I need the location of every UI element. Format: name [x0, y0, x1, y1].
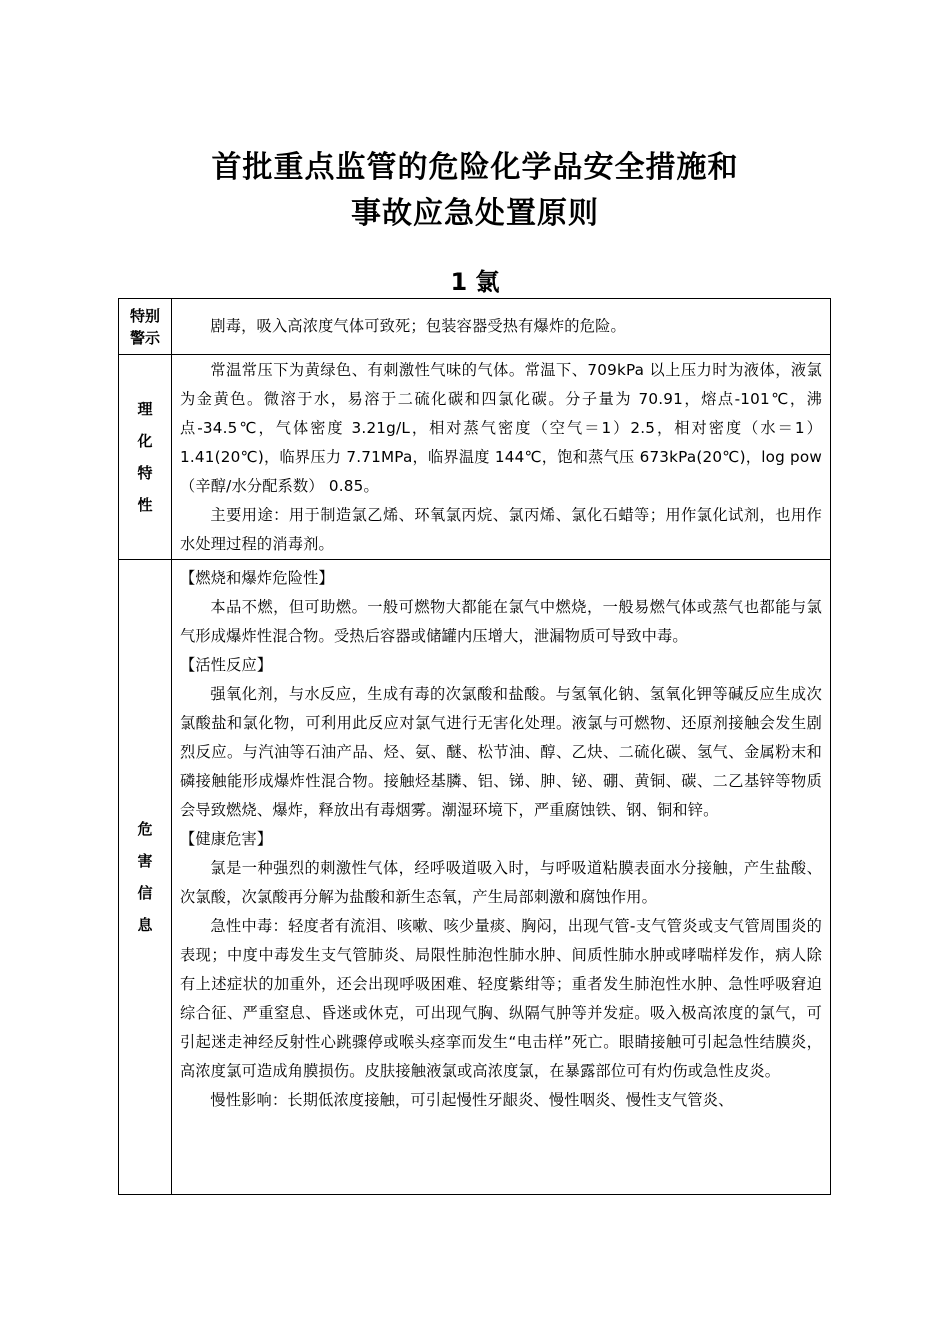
- section-heading-fire-explosion: 【燃烧和爆炸危险性】: [180, 569, 334, 587]
- acute-poisoning-paragraph: 急性中毒：轻度者有流泪、咳嗽、咳少量痰、胸闷，出现气管-支气管炎或支气管周围炎的表现；中度中毒发生支气管肺炎、局限性肺泡性肺水肿、间质性肺水肿或哮喘样发作，病人除有上述症状的加重外，还会出现呼吸困难、轻度紫绀等；重者发生肺泡性水肿、急性呼吸窘迫综合征、严重窒息、昏迷或休克，可出现气胸、纵隔气肿等并发症。吸入极高浓度的氯气，可引起迷走神经反射性心跳骤停或喉头痉挛而发生“电击样”死亡。眼睛接触可引起急性结膜炎，高浓度氯可造成角膜损伤。皮肤接触液氯或高浓度氯，在暴露部位可有灼伤或急性皮炎。: [180, 917, 822, 1080]
- row-header-line: 特别: [129, 306, 160, 325]
- row-header-special-warning: [119, 299, 172, 355]
- hazard-content: [172, 560, 831, 1195]
- row-header-char: 信: [137, 884, 153, 902]
- row-header-char: 害: [137, 852, 153, 870]
- properties-paragraph: 常温常压下为黄绿色、有刺激性气味的气体。常温下、709kPa 以上压力时为液体，液氯为金黄色。微溶于水，易溶于二硫化碳和四氯化碳。分子量为 70.91，熔点-101℃，沸点-34.5℃，气体密度 3.21g/L，相对蒸气密度（空气＝1）2.5，相对密度（水＝1）1.41(20℃)，临界压力 7.71MPa，临界温度 144℃，饱和蒸气压 673kPa(20℃)，log pow（辛醇/水分配系数） 0.85。: [180, 360, 822, 495]
- row-header-char: 理: [137, 400, 153, 418]
- row-header-hazard: [119, 560, 172, 1195]
- row-header-char: 化: [137, 432, 153, 450]
- table-row-hazard-information: [119, 560, 831, 1195]
- health-hazard-paragraph: 氯是一种强烈的刺激性气体，经呼吸道吸入时，与呼吸道粘膜表面水分接触，产生盐酸、次氯酸，次氯酸再分解为盐酸和新生态氧，产生局部刺激和腐蚀作用。: [180, 859, 822, 906]
- usage-paragraph: 主要用途：用于制造氯乙烯、环氧氯丙烷、氯丙烯、氯化石蜡等；用作氯化试剂，也用作水处理过程的消毒剂。: [180, 505, 822, 553]
- row-header-char: 性: [137, 496, 153, 514]
- properties-content: [172, 355, 831, 560]
- document-title-line-2: 事故应急处置原则: [351, 196, 599, 231]
- row-header-char: 特: [137, 464, 153, 482]
- document-title-line-1: 首批重点监管的危险化学品安全措施和: [211, 150, 739, 185]
- fire-explosion-paragraph: 本品不燃，但可助燃。一般可燃物大都能在氯气中燃烧，一般易燃气体或蒸气也都能与氯气形成爆炸性混合物。受热后容器或储罐内压增大，泄漏物质可导致中毒。: [180, 598, 822, 645]
- special-warning-content: [172, 299, 831, 355]
- table-row-physical-chemical-properties: [119, 355, 831, 560]
- hazard-content-clip: [180, 564, 822, 1194]
- special-warning-text: 剧毒，吸入高浓度气体可致死；包装容器受热有爆炸的危险。: [210, 317, 626, 335]
- row-header-char: 危: [137, 820, 153, 838]
- chemical-title: 1 氯: [450, 268, 500, 296]
- row-header-char: 息: [137, 916, 153, 934]
- safety-info-table: [118, 298, 831, 1195]
- row-header-line: 警示: [129, 328, 160, 347]
- reactivity-paragraph: 强氧化剂，与水反应，生成有毒的次氯酸和盐酸。与氢氧化钠、氢氧化钾等碱反应生成次氯酸盐和氯化物，可利用此反应对氯气进行无害化处理。液氯与可燃物、还原剂接触会发生剧烈反应。与汽油等石油产品、烃、氨、醚、松节油、醇、乙炔、二硫化碳、氢气、金属粉末和磷接触能形成爆炸性混合物。接触烃基膦、铝、锑、胂、铋、硼、黄铜、碳、二乙基锌等物质会导致燃烧、爆炸，释放出有毒烟雾。潮湿环境下，严重腐蚀铁、钢、铜和锌。: [180, 685, 822, 819]
- section-heading-health-hazard: 【健康危害】: [180, 830, 273, 848]
- row-header-properties: [119, 355, 172, 560]
- section-heading-reactivity: 【活性反应】: [180, 656, 273, 674]
- table-row-special-warning: [119, 299, 831, 355]
- chronic-effects-paragraph: 慢性影响：长期低浓度接触，可引起慢性牙龈炎、慢性咽炎、慢性支气管炎、: [210, 1091, 734, 1109]
